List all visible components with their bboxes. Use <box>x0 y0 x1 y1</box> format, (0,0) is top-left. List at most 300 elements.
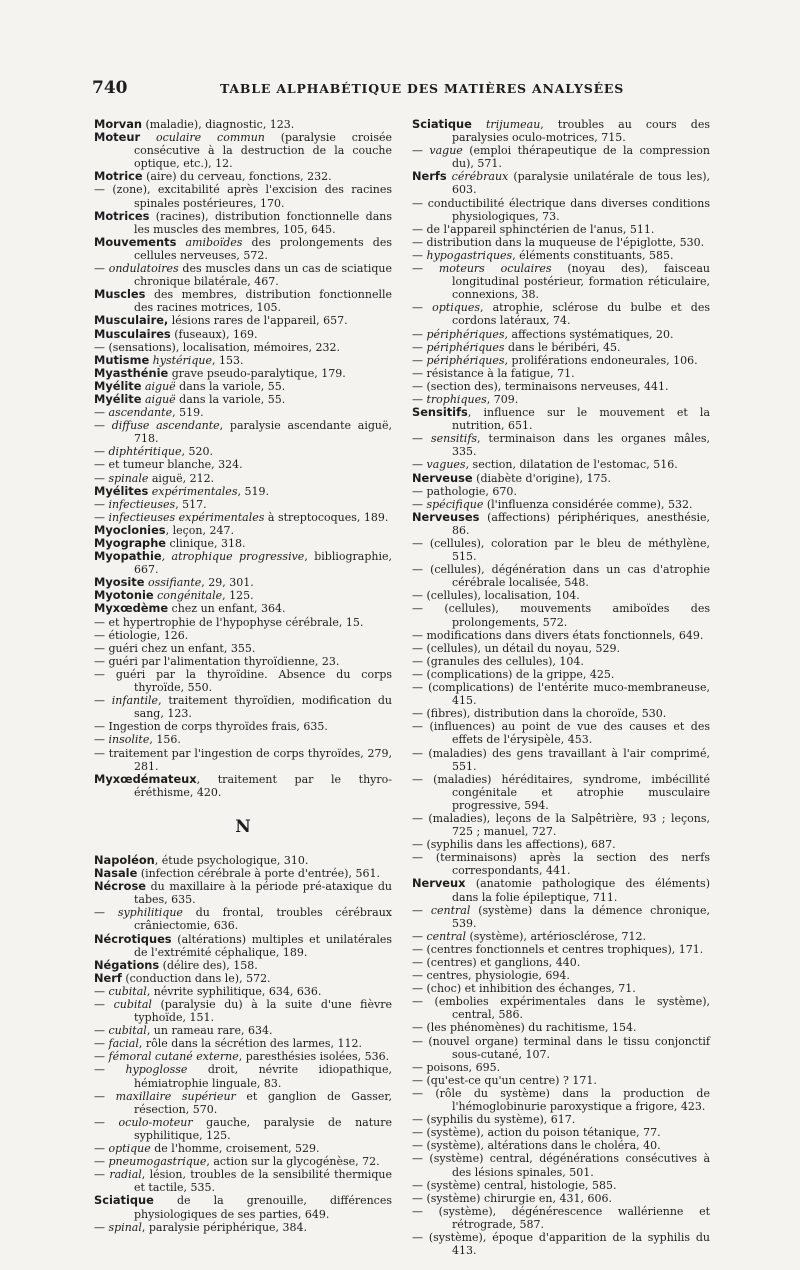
entry-headword: Myélites <box>94 483 149 498</box>
index-entry <box>94 1050 392 1063</box>
index-entry <box>94 616 392 629</box>
index-entry <box>94 642 392 655</box>
index-entry <box>94 393 392 406</box>
entry-text: (syphilis dans les affections), 687. <box>426 838 616 852</box>
entry-italic: diffuse ascendante <box>111 419 220 433</box>
index-entry <box>412 642 710 655</box>
entry-dash: — <box>94 406 109 420</box>
index-entry <box>94 1194 392 1220</box>
entry-text: (conduction dans le), 572. <box>121 971 271 985</box>
entry-text: (cellules), dégénération dans un cas d'atrophie cérébrale localisée, 548. <box>430 563 710 590</box>
index-entry <box>94 733 392 746</box>
entry-text: (qu'est-ce qu'un centre) ? 171. <box>426 1073 597 1087</box>
entry-headword: Nerveux <box>412 876 466 891</box>
entry-dash: — <box>412 1086 436 1100</box>
entry-text: des muscles dans un cas de sciatique chronique bilatérale, 467. <box>134 262 392 289</box>
entry-text: (diabète d'origine), 175. <box>472 471 611 485</box>
entry-dash: — <box>412 851 436 865</box>
entry-text: , étude psychologique, 310. <box>154 853 309 867</box>
entry-text: , éléments constituants, 585. <box>512 248 674 262</box>
entry-text: , 517. <box>175 497 207 511</box>
entry-text: (anatomie pathologique des éléments) dans la folie épileptique, 711. <box>452 877 710 904</box>
entry-dash: — <box>412 589 427 603</box>
entry-text: gauche, paralysie de nature syphilitique, 125. <box>134 1115 392 1142</box>
entry-italic: ascendante <box>108 406 173 420</box>
index-entry <box>94 406 392 419</box>
index-entry <box>412 301 710 327</box>
index-entry <box>412 485 710 498</box>
entry-text: (maladies), leçons de la Salpêtrière, 93 ; leçons, 725 ; manuel, 727. <box>428 811 710 839</box>
entry-italic: oculaire commun <box>140 131 265 145</box>
entry-dash: — <box>412 654 427 668</box>
index-entry <box>412 930 710 943</box>
entry-text: (paralysie croisée consécutive à la destruction de la couche optique, etc.), 12. <box>134 131 392 171</box>
index-entry <box>94 288 392 314</box>
entry-dash: — <box>412 628 427 642</box>
index-entry <box>94 629 392 642</box>
entry-text: , leçon, 247. <box>165 523 234 537</box>
index-entry <box>412 589 710 602</box>
entry-text: (centres fonctionnels et centres trophiques), 171. <box>426 942 704 956</box>
entry-text: (l'influenza considérée comme), 532. <box>483 497 693 511</box>
right-column <box>412 118 710 1257</box>
entry-text: , paralysie périphérique, 384. <box>141 1220 308 1234</box>
index-entry <box>94 854 392 867</box>
entry-text: (granules des cellules), 104. <box>426 654 584 668</box>
entry-dash: — <box>412 379 427 393</box>
index-entry <box>94 602 392 615</box>
entry-text: , terminaison dans les organes mâles, 335. <box>452 432 710 459</box>
entry-text: dans la variole, 55. <box>175 392 286 406</box>
entry-text: (altérations) multiples et unilatérales de l'extrémité céphalique, 189. <box>134 932 392 959</box>
entry-italic: moteurs oculaires <box>438 262 552 276</box>
left-column <box>94 118 392 1234</box>
entry-text: , traitement par le thyro-éréthisme, 420. <box>134 772 392 799</box>
entry-text: (paralysie unilatérale de tous les), 603. <box>452 170 710 197</box>
entry-text: résistance à la fatigue, 71. <box>426 366 575 380</box>
entry-dash: — <box>412 1139 427 1153</box>
index-entry <box>94 1090 392 1116</box>
entry-dash: — <box>412 262 439 276</box>
index-entry <box>412 773 710 812</box>
index-entry <box>412 655 710 668</box>
entry-headword: Myotonie <box>94 588 154 603</box>
entry-dash: — <box>412 1152 430 1166</box>
entry-text: des membres, distribution fonctionnelle des racines motrices, 105. <box>134 288 392 315</box>
entry-headword: Myopathie <box>94 549 162 564</box>
entry-headword: Mutisme <box>94 352 150 367</box>
index-entry <box>94 906 392 932</box>
entry-text: (cellules), coloration par le bleu de méthylène, 515. <box>429 537 711 564</box>
entry-dash: — <box>412 903 431 917</box>
entry-dash: — <box>412 929 427 943</box>
index-entry <box>412 969 710 982</box>
entry-dash: — <box>412 248 427 262</box>
entry-dash: — <box>412 144 430 158</box>
entry-text: du maxillaire à la période pré-ataxique du tabes, 635. <box>134 880 392 907</box>
entry-text: et tumeur blanche, 324. <box>108 458 243 472</box>
page-header <box>92 78 712 100</box>
entry-dash: — <box>412 838 427 852</box>
entry-dash: — <box>412 484 427 498</box>
entry-headword: Sciatique <box>412 117 472 131</box>
index-entry <box>94 668 392 694</box>
entry-headword: Moteur <box>94 130 141 145</box>
entry-dash: — <box>412 1034 429 1048</box>
entry-dash: — <box>94 654 109 668</box>
entry-headword: Nécrose <box>94 879 146 894</box>
index-entry <box>94 985 392 998</box>
index-entry <box>94 170 392 183</box>
index-entry <box>412 1231 710 1257</box>
entry-headword: Myoclonies <box>94 522 166 537</box>
entry-dash: — <box>94 667 116 681</box>
entry-text: (affections) périphériques, anesthésie, 86. <box>452 510 710 537</box>
entry-dash: — <box>94 984 109 998</box>
index-entry <box>412 249 710 262</box>
entry-dash: — <box>412 1113 427 1127</box>
index-entry <box>412 812 710 838</box>
entry-text: , bibliographie, 667. <box>134 550 392 577</box>
entry-italic: aiguë <box>141 392 176 406</box>
entry-text: (noyau des), faisceau longitudinal postérieur, formation réticulaire, connexions, 38. <box>452 262 710 302</box>
index-entry <box>412 1126 710 1139</box>
entry-italic: pneumogastrique <box>108 1155 207 1169</box>
entry-italic: vague <box>429 144 463 158</box>
index-entry <box>94 262 392 288</box>
index-entry <box>412 851 710 877</box>
entry-dash: — <box>94 1063 126 1077</box>
entry-text: (section des), terminaisons nerveuses, 441. <box>426 379 669 393</box>
entry-headword: Myxœdémateux <box>94 771 197 786</box>
index-entry <box>412 197 710 223</box>
entry-italic: fémoral cutané externe <box>108 1050 239 1064</box>
entry-dash: — <box>412 1021 427 1035</box>
index-entry <box>94 880 392 906</box>
entry-dash: — <box>412 563 431 577</box>
entry-text: (système), époque d'apparition de la syphilis du 413. <box>428 1230 710 1258</box>
entry-headword: Muscles <box>94 287 146 302</box>
entry-text: (racines), distribution fonctionnelle dans les muscles des membres, 105, 645. <box>134 209 392 236</box>
entry-dash: — <box>412 392 427 406</box>
index-entry <box>412 118 710 144</box>
entry-italic: diphtéritique <box>108 445 182 459</box>
entry-text: (embolies expérimentales dans le système), central, 586. <box>434 995 711 1022</box>
entry-italic: central <box>426 929 467 943</box>
index-entry <box>94 1142 392 1155</box>
section-letter: N <box>235 816 251 837</box>
index-entry <box>94 655 392 668</box>
entry-text: , 153. <box>211 353 244 367</box>
entry-dash: — <box>412 1178 427 1192</box>
index-entry <box>412 943 710 956</box>
entry-italic: spinal <box>108 1220 142 1234</box>
entry-text: étiologie, 126. <box>108 628 189 642</box>
entry-dash: — <box>412 681 429 695</box>
entry-dash: — <box>94 1089 116 1103</box>
entry-dash: — <box>94 746 109 760</box>
entry-dash: — <box>94 262 109 276</box>
entry-dash: — <box>412 772 434 786</box>
entry-headword: Nécrotiques <box>94 931 172 946</box>
entry-text: , action sur la glycogénèse, 72. <box>206 1155 380 1169</box>
entry-text: (système) central, dégénérations consécutives à des lésions spinales, 501. <box>429 1152 710 1179</box>
index-entry <box>94 328 392 341</box>
entry-text: (rôle du système) dans la production de l'hémoglobinurie paroxystique a frigore, 423. <box>435 1086 710 1114</box>
entry-text: (système), artériosclérose, 712. <box>466 929 646 943</box>
entry-text: et hypertrophie de l'hypophyse cérébrale, 15. <box>108 615 364 629</box>
entry-text: Ingestion de corps thyroïdes frais, 635. <box>108 720 328 734</box>
entry-dash: — <box>412 537 430 550</box>
entry-dash: — <box>94 445 109 459</box>
index-entry <box>94 1116 392 1142</box>
entry-dash: — <box>94 458 109 472</box>
entry-text: , section, dilatation de l'estomac, 516. <box>465 458 678 472</box>
entry-text: , névrite syphilitique, 634, 636. <box>146 984 322 998</box>
entry-text: (fibres), distribution dans la choroïde, 530. <box>426 707 667 721</box>
entry-dash: — <box>94 733 109 747</box>
entry-italic: optiques <box>432 301 481 315</box>
entry-dash: — <box>94 497 109 511</box>
index-entry <box>94 959 392 972</box>
index-entry <box>94 1037 392 1050</box>
index-entry <box>94 183 392 209</box>
entry-dash: — <box>94 1024 109 1038</box>
entry-text: (centres) et ganglions, 440. <box>426 956 581 969</box>
entry-headword: Napoléon <box>94 852 155 867</box>
entry-italic: hypoglosse <box>125 1063 188 1077</box>
entry-text: (système), dégénérescence wallérienne et rétrograde, 587. <box>438 1204 710 1231</box>
entry-headword: Myélite <box>94 378 142 393</box>
entry-text: dans la variole, 55. <box>175 379 286 393</box>
index-entry <box>412 223 710 236</box>
entry-dash: — <box>94 1142 109 1156</box>
entry-italic: trijumeau <box>471 118 541 131</box>
entry-text: , un rameau rare, 634. <box>146 1024 273 1038</box>
entry-headword: Musculaire, <box>94 313 169 328</box>
entry-headword: Nerveuses <box>412 509 480 524</box>
entry-text: (fuseaux), 169. <box>170 327 258 341</box>
index-entry <box>412 511 710 537</box>
index-entry <box>412 707 710 720</box>
entry-text: (choc) et inhibition des échanges, 71. <box>426 982 636 996</box>
index-entry <box>412 563 710 589</box>
entry-headword: Nasale <box>94 866 138 881</box>
index-entry <box>94 131 392 170</box>
entry-text: lésions rares de l'appareil, 657. <box>168 314 348 328</box>
entry-headword: Motrices <box>94 208 150 223</box>
entry-dash: — <box>412 497 427 511</box>
entry-italic: sensitifs <box>430 432 478 446</box>
entry-text: de l'appareil sphinctérien de l'anus, 511. <box>426 222 655 236</box>
entry-italic: trophiques <box>426 392 487 406</box>
entry-text: conductibilité électrique dans diverses conditions physiologiques, 73. <box>427 196 711 223</box>
entry-text: clinique, 318. <box>166 537 246 550</box>
entry-text: (terminaisons) après la section des nerfs correspondants, 441. <box>435 851 710 878</box>
entry-dash: — <box>412 340 427 354</box>
entry-dash: — <box>412 1126 427 1140</box>
index-entry <box>412 1087 710 1113</box>
entry-italic: périphériques <box>426 340 505 354</box>
index-entry <box>412 1205 710 1231</box>
entry-dash: — <box>94 1115 119 1129</box>
entry-text: (maladie), diagnostic, 123. <box>142 118 295 131</box>
entry-italic: spécifique <box>426 497 484 511</box>
entry-dash: — <box>412 1204 439 1218</box>
entry-italic: , atrophique progressive <box>161 550 305 564</box>
entry-text: grave pseudo-paralytique, 179. <box>168 366 346 380</box>
entry-italic: facial <box>108 1037 139 1051</box>
entry-headword: Myosite <box>94 575 145 590</box>
entry-dash: — <box>412 1191 427 1205</box>
entry-text: , traitement thyroïdien, modification du sang, 123. <box>134 694 392 721</box>
index-entry <box>94 498 392 511</box>
entry-headword: Morvan <box>94 117 142 131</box>
entry-headword: Nerveuse <box>412 470 473 485</box>
left-entries-n <box>94 854 392 1234</box>
index-entry <box>412 328 710 341</box>
entry-text: , influence sur le mouvement et la nutrition, 651. <box>452 406 710 433</box>
entry-text: (système), altérations dans le choléra, 40. <box>426 1139 661 1153</box>
index-entry <box>412 747 710 773</box>
index-entry <box>412 1035 710 1061</box>
entry-dash: — <box>412 366 427 380</box>
entry-dash: — <box>94 906 118 920</box>
entry-text: traitement par l'ingestion de corps thyroïdes, 279, 281. <box>108 746 392 773</box>
left-entries <box>94 118 392 799</box>
index-entry <box>412 406 710 432</box>
entry-dash: — <box>94 510 109 524</box>
entry-text: poisons, 695. <box>426 1060 501 1074</box>
index-entry <box>412 380 710 393</box>
entry-text: chez un enfant, 364. <box>168 602 286 616</box>
index-entry <box>412 1113 710 1126</box>
entry-headword: Musculaires <box>94 326 171 341</box>
index-entry <box>412 838 710 851</box>
entry-text: (sensations), localisation, mémoires, 232. <box>108 340 340 354</box>
entry-text: (système) central, histologie, 585. <box>426 1178 617 1192</box>
entry-dash: — <box>94 1050 109 1064</box>
entry-text: (aire) du cerveau, fonctions, 232. <box>142 170 332 184</box>
entry-dash: — <box>94 1037 109 1051</box>
entry-dash: — <box>412 196 428 210</box>
entry-italic: ondulatoires <box>108 262 179 276</box>
entry-dash: — <box>412 458 427 472</box>
index-entry <box>412 668 710 681</box>
entry-dash: — <box>412 235 427 249</box>
entry-dash: — <box>412 667 427 681</box>
entry-text: , paralysie ascendante aiguë, 718. <box>134 419 393 446</box>
index-entry <box>94 1155 392 1168</box>
entry-text: , paresthésies isolées, 536. <box>238 1050 390 1064</box>
entry-dash: — <box>412 956 427 969</box>
entry-text: , proliférations endoneurales, 106. <box>504 353 698 367</box>
entry-text: modifications dans divers états fonctionnels, 649. <box>426 628 704 642</box>
entry-headword: Myxœdème <box>94 601 169 616</box>
entry-text: (paralysie du) à la suite d'une fièvre typhoïde, 151. <box>134 998 392 1025</box>
index-entry <box>412 1061 710 1074</box>
entry-italic: syphilitique <box>117 906 183 920</box>
entry-text: , atrophie, sclérose du bulbe et des cordons latéraux, 74. <box>452 301 711 328</box>
entry-dash: — <box>412 995 435 1009</box>
index-entry <box>412 982 710 995</box>
index-entry <box>412 904 710 930</box>
entry-text: , 519. <box>237 484 269 498</box>
index-entry <box>94 210 392 236</box>
entry-dash: — <box>412 811 429 825</box>
entry-dash: — <box>412 1060 427 1074</box>
entry-text: guéri par l'alimentation thyroïdienne, 23. <box>108 654 340 668</box>
index-entry <box>94 1168 392 1194</box>
entry-dash: — <box>412 969 427 983</box>
index-entry <box>412 432 710 458</box>
entry-dash: — <box>412 720 430 734</box>
entry-dash: — <box>94 615 109 629</box>
entry-text: (influences) au point de vue des causes et des effets de l'érysipèle, 453. <box>429 720 710 747</box>
entry-text: droit, névrite idiopathique, hémiatrophie linguale, 83. <box>134 1063 392 1090</box>
entry-italic: vagues <box>426 458 466 472</box>
index-entry <box>94 1063 392 1089</box>
entry-text: du frontal, troubles cérébraux crâniectomie, 636. <box>134 906 393 933</box>
entry-italic: infantile <box>111 694 159 708</box>
entry-text: guéri chez un enfant, 355. <box>108 641 256 655</box>
entry-italic: expérimentales <box>148 484 238 498</box>
entry-italic: cubital <box>108 1024 147 1038</box>
entry-italic: central <box>430 903 471 917</box>
index-entry <box>94 720 392 733</box>
entry-text: , troubles au cours des paralysies oculo-motrices, 715. <box>452 118 710 145</box>
entry-text: , 156. <box>149 733 181 747</box>
entry-italic: infectieuses <box>108 497 176 511</box>
index-entry <box>94 773 392 799</box>
entry-italic: infectieuses expérimentales <box>108 510 265 524</box>
entry-italic: maxillaire supérieur <box>115 1089 236 1103</box>
entry-dash: — <box>94 1220 109 1234</box>
entry-text: (infection cérébrale à porte d'entrée), 561. <box>137 867 380 881</box>
index-entry <box>412 537 710 563</box>
entry-text: dans le béribéri, 45. <box>504 340 621 354</box>
entry-dash: — <box>94 1155 109 1169</box>
index-entry <box>94 747 392 773</box>
entry-text: (système) dans la démence chronique, 539. <box>452 903 710 930</box>
index-entry <box>412 1021 710 1034</box>
entry-text: , affections systématiques, 20. <box>504 327 674 341</box>
index-entry <box>412 341 710 354</box>
entry-italic: périphériques <box>426 327 505 341</box>
index-entry <box>412 995 710 1021</box>
index-entry <box>412 472 710 485</box>
entry-text: (zone), excitabilité après l'excision des racines spinales postérieures, 170. <box>112 183 393 210</box>
entry-text: (nouvel organe) terminal dans le tissu conjonctif sous-cutané, 107. <box>428 1034 710 1061</box>
entry-headword: Nerfs <box>412 169 447 184</box>
entry-dash: — <box>94 694 112 708</box>
entry-headword: Mouvements <box>94 234 177 249</box>
entry-dash: — <box>412 222 427 236</box>
entry-dash: — <box>412 1230 429 1244</box>
index-entry <box>94 933 392 959</box>
entry-italic: cérébraux <box>446 170 509 184</box>
entry-text: (complications) de la grippe, 425. <box>426 667 615 681</box>
index-entry <box>94 972 392 985</box>
entry-dash: — <box>94 998 114 1011</box>
entry-text: centres, physiologie, 694. <box>426 969 570 983</box>
entry-dash: — <box>412 982 427 996</box>
index-entry <box>412 354 710 367</box>
entry-italic: radial <box>109 1168 142 1182</box>
running-title: TABLE ALPHABÉTIQUE DES MATIÈRES ANALYSÉES <box>220 81 625 96</box>
entry-text: (cellules), un détail du noyau, 529. <box>426 641 620 655</box>
entry-text: , lésion, troubles de la sensibilité thermique et tactile, 535. <box>134 1168 392 1195</box>
